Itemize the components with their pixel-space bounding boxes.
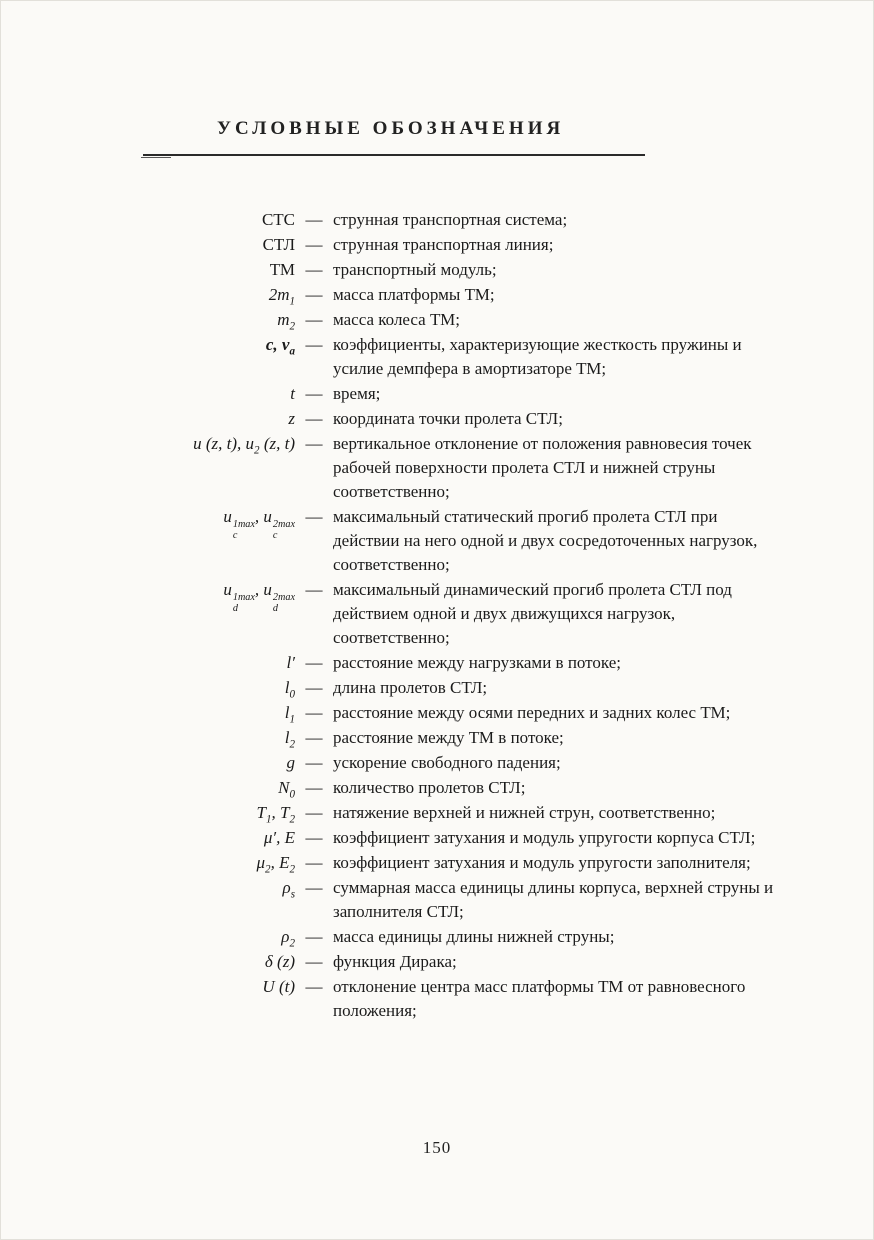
dash-separator: — [305, 678, 323, 697]
symbol-definition: время; [333, 384, 381, 403]
symbol-entry [143, 676, 803, 700]
symbol-definition: масса колеса ТМ; [333, 310, 460, 329]
symbol: t [290, 384, 295, 403]
symbol-definition: максимальный динамический прогиб пролета СТЛ под действием одной и двух движущихся нагрузок, соответственно; [333, 580, 732, 647]
dash-separator: — [305, 507, 323, 526]
symbol: $m_2$ [277, 310, 295, 333]
symbol-definition: масса единицы длины нижней струны; [333, 927, 615, 946]
symbol-definition: ускорение свободного падения; [333, 753, 561, 772]
symbol: u 1max d , u 2max d [223, 580, 295, 614]
symbols-list [143, 208, 803, 1023]
symbol-entry [143, 258, 803, 282]
dash-separator: — [305, 803, 323, 822]
symbol-entry [143, 333, 803, 381]
symbol: ТМ [269, 260, 295, 279]
dash-separator: — [305, 977, 323, 996]
symbol-entry [143, 851, 803, 875]
symbol: $l_0$ [284, 678, 295, 701]
symbol-entry [143, 382, 803, 406]
symbol-definition: натяжение верхней и нижней струн, соответственно; [333, 803, 716, 822]
symbol: c, $v_a$ [265, 335, 295, 358]
symbol-definition: суммарная масса единицы длины корпуса, верхней струны и заполнителя СТЛ; [333, 878, 774, 921]
symbol-entry [143, 208, 803, 232]
symbol: $2m_1$ [268, 285, 295, 308]
symbol-definition: функция Дирака; [333, 952, 457, 971]
title-rule [143, 154, 645, 156]
symbol: $T_1$, $T_2$ [256, 803, 295, 826]
symbol: $l_1$ [284, 703, 295, 726]
symbol-entry [143, 925, 803, 949]
dash-separator: — [305, 384, 323, 403]
symbol: U (t) [262, 977, 295, 996]
symbol-entry [143, 826, 803, 850]
symbol-entry [143, 975, 803, 1023]
symbol-entry [143, 233, 803, 257]
dash-separator: — [305, 653, 323, 672]
symbol: l′ [286, 653, 295, 672]
symbol-entry [143, 407, 803, 431]
dash-separator: — [305, 952, 323, 971]
symbol-definition: коэффициент затухания и модуль упругости заполнителя; [333, 853, 751, 872]
symbol-definition: коэффициент затухания и модуль упругости корпуса СТЛ; [333, 828, 756, 847]
symbol-entry [143, 308, 803, 332]
symbol-entry [143, 726, 803, 750]
symbol-entry [143, 751, 803, 775]
symbol: $\mu_2$, $E_2$ [256, 853, 295, 876]
symbol: g [286, 753, 295, 772]
symbol-entry [143, 950, 803, 974]
symbol: $N_0$ [278, 778, 295, 801]
symbol: СТС [261, 210, 295, 229]
symbol: $l_2$ [284, 728, 295, 751]
symbol-definition: струнная транспортная система; [333, 210, 568, 229]
dash-separator: — [305, 310, 323, 329]
symbol-entry [143, 776, 803, 800]
dash-separator: — [305, 285, 323, 304]
dash-separator: — [305, 210, 323, 229]
dash-separator: — [305, 853, 323, 872]
page-header [143, 118, 784, 156]
dash-separator: — [305, 927, 323, 946]
symbol-entry [143, 432, 803, 504]
dash-separator: — [305, 828, 323, 847]
symbol-definition: максимальный статический прогиб пролета СТЛ при действии на него одной и двух сосредоточенных нагрузок, соответственно; [333, 507, 758, 574]
dash-separator: — [305, 878, 323, 897]
symbol-entry [143, 801, 803, 825]
symbol-definition: длина пролетов СТЛ; [333, 678, 488, 697]
symbol-definition: расстояние между ТМ в потоке; [333, 728, 564, 747]
symbol-definition: расстояние между осями передних и задних колес ТМ; [333, 703, 731, 722]
symbol: δ (z) [264, 952, 295, 971]
dash-separator: — [305, 335, 323, 354]
symbol: u (z, t), $u_2$ (z, t) [193, 434, 295, 457]
symbol-entry [143, 701, 803, 725]
symbol: $\rho_s$ [282, 878, 295, 901]
symbol-entry [143, 578, 803, 650]
dash-separator: — [305, 753, 323, 772]
symbol-entry [143, 505, 803, 577]
page-title: УСЛОВНЫЕ ОБОЗНАЧЕНИЯ [217, 118, 565, 139]
symbol-definition: количество пролетов СТЛ; [333, 778, 526, 797]
symbol-entry [143, 651, 803, 675]
dash-separator: — [305, 728, 323, 747]
symbol: z [288, 409, 295, 428]
symbol-definition: транспортный модуль; [333, 260, 497, 279]
dash-separator: — [305, 260, 323, 279]
page-footer [0, 1138, 874, 1158]
page-number: 150 [422, 1138, 452, 1157]
symbol-entry [143, 876, 803, 924]
symbol-definition: струнная транспортная линия; [333, 235, 554, 254]
symbol: μ′, E [263, 828, 295, 847]
symbol-entry [143, 283, 803, 307]
symbol-definition: вертикальное отклонение от положения равновесия точек рабочей поверхности пролета СТЛ и нижней струны соответственно; [333, 434, 752, 501]
dash-separator: — [305, 580, 323, 599]
symbol: СТЛ [262, 235, 295, 254]
symbol-definition: коэффициенты, характеризующие жесткость пружины и усилие демпфера в амортизаторе ТМ; [333, 335, 742, 378]
symbol: $\rho_2$ [281, 927, 295, 950]
symbol: u 1max c , u 2max c [223, 507, 295, 541]
dash-separator: — [305, 434, 323, 453]
dash-separator: — [305, 703, 323, 722]
dash-separator: — [305, 778, 323, 797]
dash-separator: — [305, 409, 323, 428]
symbol-definition: масса платформы ТМ; [333, 285, 495, 304]
symbol-definition: координата точки пролета СТЛ; [333, 409, 563, 428]
dash-separator: — [305, 235, 323, 254]
symbol-definition: отклонение центра масс платформы ТМ от равновесного положения; [333, 977, 746, 1020]
symbol-definition: расстояние между нагрузками в потоке; [333, 653, 621, 672]
